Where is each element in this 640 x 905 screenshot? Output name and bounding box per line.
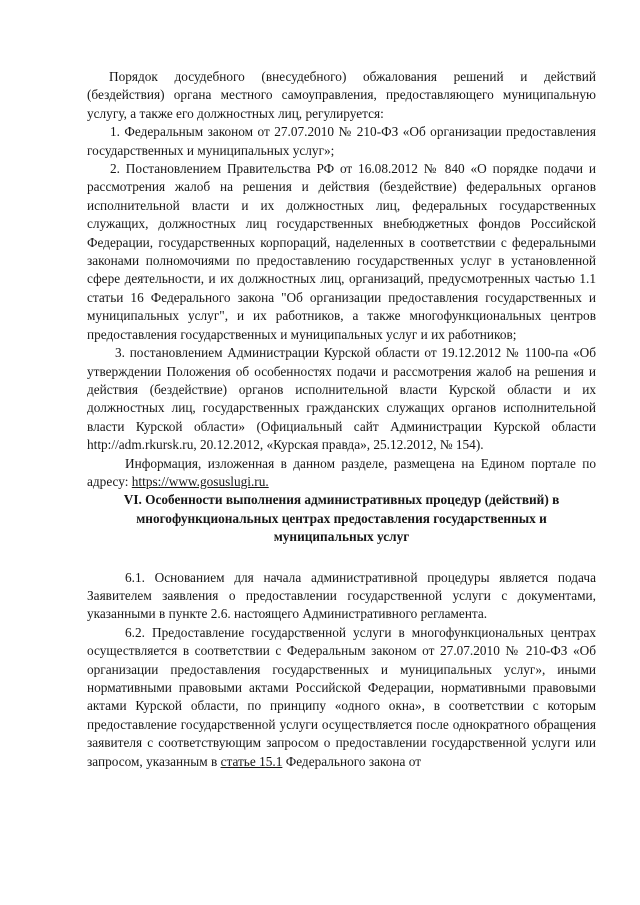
portal-paragraph: [87, 455, 596, 492]
law-item-3: 3. постановлением Администрации Курской области от 19.12.2012 № 1100-па «Об утверждении Положения об особенностях подачи и рассмотрения жалоб на решения и действия (бездействие) органов исполнительной власти Курской области и их должностных лиц, государственных гражданских служащих органов исполнительной власти Курской области» (Официальный сайт Администрации Курской области http://adm.rkursk.ru, 20.12.2012, «Курская правда», 25.12.2012, № 154).: [87, 345, 596, 453]
law-item-2: 2. Постановлением Правительства РФ от 16.08.2012 № 840 «О порядке подачи и рассмотрения жалоб на решения и действия (бездействие) федеральных органов исполнительной власти и их должностных лиц, федеральных государственных служащих, должностных лиц государственных внебюджетных фондов Российской Федерации, государственных корпораций, наделенных в соответствии с федеральными законами полномочиями по предоставлению государственных услуг в установленной сфере деятельности, и их должностных лиц, организаций, предусмотренных частью 1.1 статьи 16 Федерального закона "Об организации предоставления государственных и муниципальных услуг", и их работников, а также многофункциональных центров предоставления государственных и муниципальных услуг и их работников;: [87, 161, 596, 342]
intro-paragraph: Порядок досудебного (внесудебного) обжалования решений и действий (бездействия) органа местного самоуправления, предоставляющего муниципальную услугу, а также его должностных лиц, регулируется:: [87, 69, 596, 121]
paragraph-6-2: [87, 624, 596, 771]
section-heading: VI. Особенности выполнения административных процедур (действий) в многофункциональных центрах предоставления государственных и муниципальных услуг: [123, 492, 560, 545]
paragraph-6-1: 6.1. Основанием для начала административной процедуры является подача Заявителем заявления о предоставлении государственной услуги с документами, указанными в пункте 2.6. настоящего Административного регламента.: [87, 569, 596, 622]
article-link[interactable]: статье 15.1: [220, 753, 283, 769]
law-item-1: 1. Федеральным законом от 27.07.2010 № 210-ФЗ «Об организации предоставления государственных и муниципальных услуг»;: [87, 124, 596, 158]
portal-text: Информация, изложенная в данном разделе, размещена на Едином портале по адресу:: [87, 455, 596, 489]
paragraph-6-2-tail: Федерального закона от: [282, 753, 422, 769]
document-page: [87, 68, 596, 771]
portal-link[interactable]: https://www.gosuslugi.ru.: [131, 473, 269, 489]
paragraph-6-2-text: 6.2. Предоставление государственной услуги в многофункциональных центрах осуществляется в соответствии с Федеральным законом от 27.07.2010 № 210-ФЗ «Об организации предоставления государственных и муниципальных услуг», иными нормативными правовыми актами Российской Федерации, нормативными правовыми актами Курской области, по принципу «одного окна», в соответствии с которым предоставление государственной услуги осуществляется после однократного обращения заявителя с соответствующим запросом о предоставлении государственной услуги или запросом, указанным в: [87, 624, 596, 769]
